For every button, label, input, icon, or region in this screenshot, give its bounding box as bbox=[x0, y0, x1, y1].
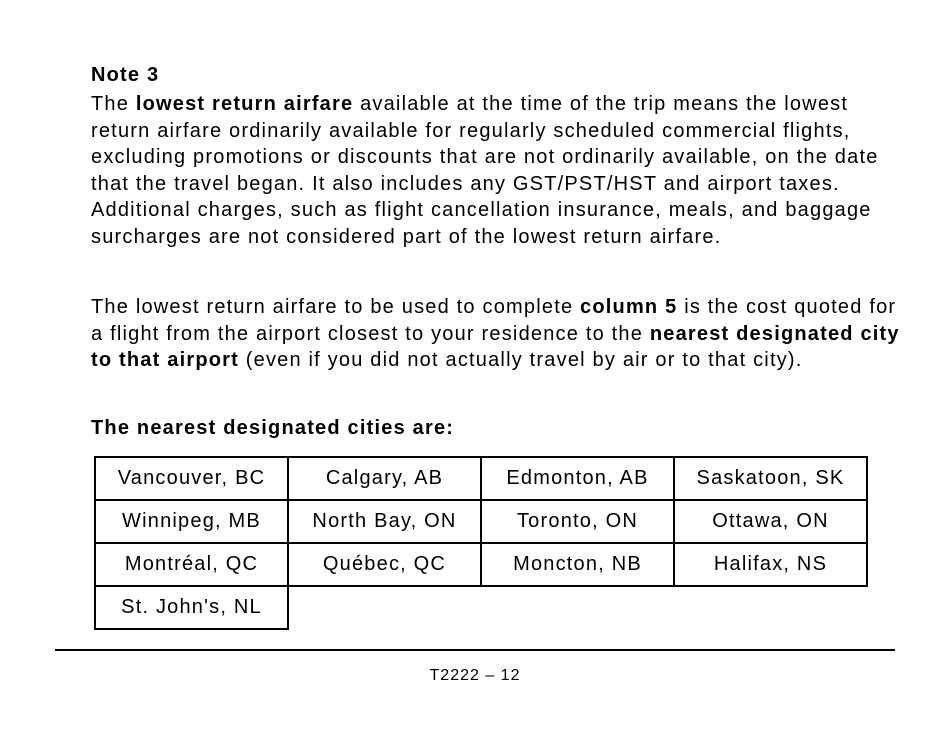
city-cell: Vancouver, BC bbox=[95, 457, 288, 500]
footer-divider bbox=[55, 649, 895, 651]
city-cell: North Bay, ON bbox=[288, 500, 481, 543]
column5-instruction-paragraph bbox=[91, 294, 901, 374]
empty-cell bbox=[481, 586, 674, 629]
city-cell: Montréal, QC bbox=[95, 543, 288, 586]
city-cell: Saskatoon, SK bbox=[674, 457, 867, 500]
city-cell: Moncton, NB bbox=[481, 543, 674, 586]
table-row bbox=[95, 457, 867, 500]
city-cell: Québec, QC bbox=[288, 543, 481, 586]
airfare-definition-paragraph bbox=[91, 91, 901, 250]
city-cell: Ottawa, ON bbox=[674, 500, 867, 543]
empty-cell bbox=[288, 586, 481, 629]
city-cell: Halifax, NS bbox=[674, 543, 867, 586]
city-cell: St. John's, NL bbox=[95, 586, 288, 629]
paragraph-text: is the cost quoted for a flight from the airport closest to your residence to the bbox=[91, 296, 897, 345]
note-title: Note 3 bbox=[91, 64, 160, 86]
empty-cell bbox=[674, 586, 867, 629]
cities-heading: The nearest designated cities are: bbox=[91, 417, 455, 439]
page-footer: T2222 – 12 bbox=[429, 667, 521, 684]
paragraph-text: The lowest return airfare to be used to complete bbox=[91, 296, 581, 318]
table-row bbox=[95, 500, 867, 543]
city-cell: Calgary, AB bbox=[288, 457, 481, 500]
city-cell: Winnipeg, MB bbox=[95, 500, 288, 543]
city-cell: Edmonton, AB bbox=[481, 457, 674, 500]
city-cell: Toronto, ON bbox=[481, 500, 674, 543]
term-lowest-return-airfare: lowest return airfare bbox=[135, 93, 354, 115]
table-row bbox=[95, 586, 867, 629]
term-column-5: column 5 bbox=[580, 296, 678, 318]
designated-cities-table bbox=[94, 456, 868, 630]
term-nearest-designated-city: nearest designated city to that airport bbox=[91, 322, 900, 371]
paragraph-text: (even if you did not actually travel by air or to that city). bbox=[239, 349, 803, 371]
paragraph-text: available at the time of the trip means the lowest return airfare ordinarily available for regularly scheduled commercial flights, excluding promotions or discounts that are not ordinarily available, on the date that the travel began. It also includes any GST/PST/HST and airport taxes. Additional charges, such as flight cancellation insurance, meals, and baggage surcharges are not considered part of the lowest return airfare. bbox=[91, 93, 879, 248]
table-row bbox=[95, 543, 867, 586]
paragraph-text: The bbox=[91, 93, 136, 115]
